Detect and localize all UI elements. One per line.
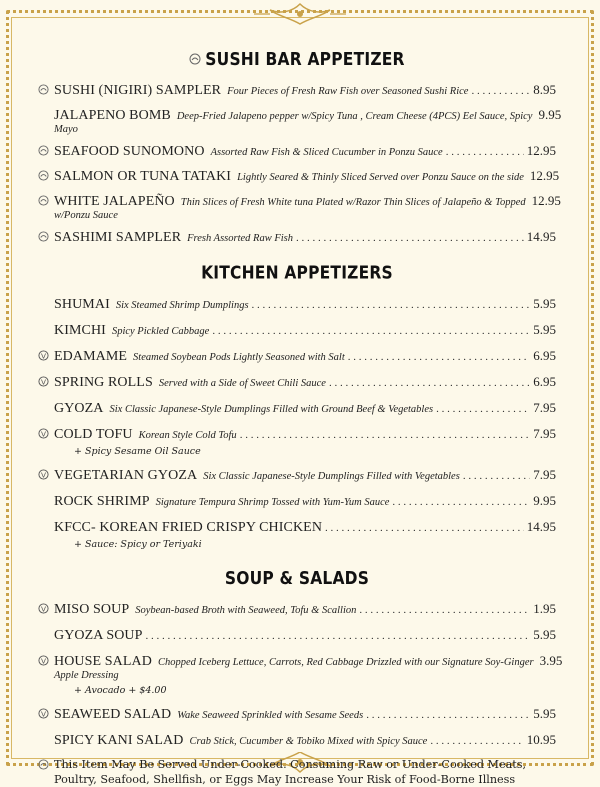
menu-item <box>38 143 556 160</box>
section-header-soup <box>38 569 556 587</box>
menu-item <box>38 348 556 365</box>
menu-item <box>38 193 561 222</box>
item-desc: Six Classic Japanese-Style Dumplings Filled with Ground Beef & Vegetables <box>109 404 434 415</box>
raw-food-notice <box>38 757 556 787</box>
menu-item <box>38 168 560 185</box>
leader-dots <box>430 734 523 749</box>
item-price: 5.95 <box>533 627 556 642</box>
menu-item <box>38 706 556 723</box>
raw-icon <box>189 53 201 65</box>
top-ornament <box>252 2 348 26</box>
item-desc: Deep-Fried Jalapeno pepper w/Spicy Tuna , Cream Cheese (4PCS) Eel Sauce, Spicy <box>176 111 533 122</box>
item-price: 7.95 <box>533 467 556 482</box>
menu-item <box>38 322 556 339</box>
item-name: GYOZA <box>54 401 104 416</box>
item-price: 6.95 <box>533 348 556 363</box>
item-price: 5.95 <box>533 296 556 311</box>
item-note: + Sauce: Spicy or Teriyaki <box>74 539 202 550</box>
item-desc: Served with a Side of Sweet Chili Sauce <box>158 378 326 389</box>
item-price: 7.95 <box>533 426 556 441</box>
item-note: + Spicy Sesame Oil Sauce <box>74 446 201 457</box>
item-price: 1.95 <box>533 601 556 616</box>
vegetarian-icon <box>38 708 49 719</box>
leader-dots <box>212 324 530 339</box>
item-desc: Assorted Raw Fish & Sliced Cucumber in Ponzu Sauce <box>210 147 443 158</box>
menu-item <box>38 493 556 510</box>
item-name: SPICY KANI SALAD <box>54 733 184 748</box>
leader-dots <box>329 376 530 391</box>
menu-item <box>38 426 556 459</box>
menu-item <box>38 229 556 246</box>
item-name: EDAMAME <box>54 349 128 364</box>
item-name: COLD TOFU <box>54 427 133 442</box>
leader-dots <box>296 231 524 246</box>
menu-item <box>38 627 556 644</box>
svg-text:V: V <box>40 709 47 719</box>
section-header-sushi <box>38 50 556 68</box>
vegetarian-icon <box>38 350 49 361</box>
item-price: 5.95 <box>533 706 556 721</box>
vegetarian-icon <box>38 469 49 480</box>
item-name: SUSHI (NIGIRI) SAMPLER <box>54 83 222 98</box>
section-title: SUSHI BAR APPETIZER <box>205 48 405 70</box>
raw-icon <box>38 231 49 242</box>
item-name: KFCC- KOREAN FRIED CRISPY CHICKEN <box>54 520 323 535</box>
leader-dots <box>325 521 524 536</box>
raw-icon <box>38 84 49 95</box>
item-desc: Crab Stick, Cucumber & Tobiko Mixed with Spicy Sauce <box>189 736 428 747</box>
item-desc: Korean Style Cold Tofu <box>138 430 237 441</box>
menu-item <box>38 107 562 136</box>
leader-dots <box>240 428 531 443</box>
svg-text:V: V <box>40 351 47 361</box>
leader-dots <box>359 603 530 618</box>
item-desc: Thin Slices of Fresh White tuna Plated w/Razor Thin Slices of Jalapeño & Topped <box>180 197 526 208</box>
menu-item <box>38 601 556 618</box>
item-name: SPRING ROLLS <box>54 375 153 390</box>
item-desc: Four Pieces of Fresh Raw Fish over Seasoned Sushi Rice <box>227 86 469 97</box>
item-name: ROCK SHRIMP <box>54 494 150 509</box>
item-desc: Soybean-based Broth with Seaweed, Tofu & Scallion <box>135 605 357 616</box>
menu-item <box>38 732 556 749</box>
item-note: + Avocado + $4.00 <box>74 685 167 696</box>
item-price: 12.95 <box>531 193 561 208</box>
item-price: 6.95 <box>533 374 556 389</box>
item-price: 10.95 <box>526 732 556 747</box>
menu-item <box>38 653 563 698</box>
item-price: 9.95 <box>538 107 562 122</box>
svg-text:V: V <box>40 470 47 480</box>
menu-item <box>38 467 556 484</box>
item-name: GYOZA SOUP <box>54 628 143 643</box>
item-name: JALAPENO BOMB <box>54 108 171 123</box>
item-name: SEAFOOD SUNOMONO <box>54 144 205 159</box>
raw-icon <box>38 195 49 206</box>
item-desc-continued: Apple Dressing <box>54 670 119 681</box>
section-title: SOUP & SALADS <box>224 567 370 589</box>
item-desc: Signature Tempura Shrimp Tossed with Yum-Yum Sauce <box>155 497 390 508</box>
leader-dots <box>436 402 530 417</box>
leader-dots <box>252 298 531 313</box>
item-desc-continued: w/Ponzu Sauce <box>54 210 118 221</box>
vegetarian-icon <box>38 655 49 666</box>
item-price: 14.95 <box>526 229 556 244</box>
item-price: 12.95 <box>529 168 560 183</box>
leader-dots <box>146 629 531 644</box>
item-price: 14.95 <box>526 519 556 534</box>
item-price: 3.95 <box>539 653 563 668</box>
item-price: 12.95 <box>526 143 556 158</box>
section-header-kitchen <box>38 264 556 282</box>
item-price: 7.95 <box>533 400 556 415</box>
leader-dots <box>392 495 530 510</box>
item-name: KIMCHI <box>54 323 106 338</box>
item-desc: Fresh Assorted Raw Fish <box>187 233 294 244</box>
item-price: 8.95 <box>533 82 556 97</box>
item-name: WHITE JALAPEÑO <box>54 194 175 209</box>
vegetarian-icon <box>38 428 49 439</box>
raw-icon <box>38 170 49 181</box>
vegetarian-icon <box>38 376 49 387</box>
menu-item <box>38 400 556 417</box>
menu-item <box>38 519 556 552</box>
menu-item <box>38 374 556 391</box>
leader-dots <box>348 350 530 365</box>
item-name: HOUSE SALAD <box>54 654 152 669</box>
item-price: 5.95 <box>533 322 556 337</box>
leader-dots <box>446 145 524 160</box>
item-name: SEAWEED SALAD <box>54 707 172 722</box>
item-desc: Wake Seaweed Sprinkled with Sesame Seeds <box>177 710 364 721</box>
svg-text:V: V <box>40 429 47 439</box>
leader-dots <box>471 84 530 99</box>
raw-icon <box>38 759 49 770</box>
item-name: VEGETARIAN GYOZA <box>54 468 198 483</box>
item-price: 9.95 <box>533 493 556 508</box>
item-name: SASHIMI SAMPLER <box>54 230 182 245</box>
item-name: SHUMAI <box>54 297 110 312</box>
raw-icon <box>38 145 49 156</box>
leader-dots <box>463 469 530 484</box>
item-desc: Spicy Pickled Cabbage <box>111 326 210 337</box>
svg-text:V: V <box>40 377 47 387</box>
item-desc: Chopped Iceberg Lettuce, Carrots, Red Cabbage Drizzled with our Signature Soy-Ginger <box>157 657 534 668</box>
menu-content <box>38 48 563 787</box>
item-name: SALMON OR TUNA TATAKI <box>54 169 232 184</box>
leader-dots <box>366 708 530 723</box>
item-desc: Six Steamed Shrimp Dumplings <box>115 300 249 311</box>
item-desc: Six Classic Japanese-Style Dumplings Filled with Vegetables <box>203 471 460 482</box>
notice-text: This Item May Be Served Under-Cooked. Consuming Raw or Under-Cooked Meats, Poultry, Seafood, Shellfish, or Eggs May Increase Your Risk of Food-Borne Illness <box>54 758 527 786</box>
item-desc-continued: Mayo <box>54 124 78 135</box>
svg-text:V: V <box>40 604 47 614</box>
section-title: KITCHEN APPETIZERS <box>201 262 393 284</box>
menu-item <box>38 296 556 313</box>
vegetarian-icon <box>38 603 49 614</box>
svg-text:V: V <box>40 656 47 666</box>
item-desc: Steamed Soybean Pods Lightly Seasoned with Salt <box>133 352 345 363</box>
item-name: MISO SOUP <box>54 602 130 617</box>
item-desc: Lightly Seared & Thinly Sliced Served over Ponzu Sauce on the side <box>237 172 524 183</box>
menu-item <box>38 82 556 99</box>
